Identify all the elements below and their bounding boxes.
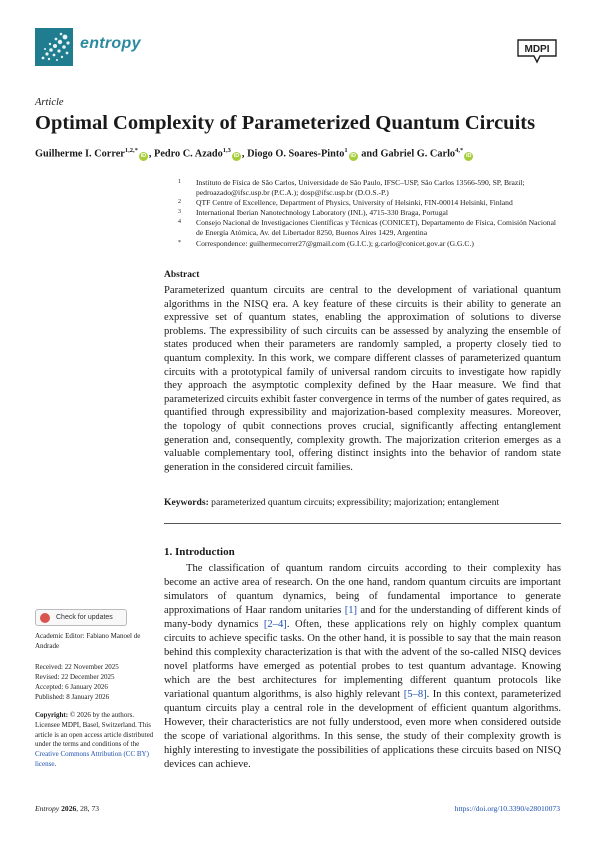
affiliation-number: * xyxy=(178,239,181,246)
paper-title: Optimal Complexity of Parameterized Quantum Circuits xyxy=(35,112,536,134)
article-type: Article xyxy=(35,97,64,108)
author-name: Gabriel G. Carlo xyxy=(380,148,456,160)
license-link[interactable]: Creative Commons Attribution (CC BY) license xyxy=(35,750,149,768)
author-separator: , xyxy=(148,148,155,160)
author-name: Diogo O. Soares-Pinto xyxy=(247,148,345,160)
footer-year: 2026 xyxy=(61,804,77,813)
footer-journal: Entropy xyxy=(35,804,60,813)
correspondence-text: Correspondence: guilhermecorrer27@gmail.com (G.I.C.); g.carlo@conicet.gov.ar (G.G.C.) xyxy=(196,238,474,248)
introduction-text xyxy=(164,562,561,772)
affiliation-number: 3 xyxy=(178,209,181,216)
author-name: Pedro C. Azado xyxy=(154,148,223,160)
copyright-notice xyxy=(35,711,160,770)
entropy-logo-icon xyxy=(35,28,73,66)
affiliation-text: Consejo Nacional de Investigaciones Científicas y Técnicas (CONICET), Departamento de Física, Comisión Nacional de Energía Atómica, Av. del Libertador 8250, Buenos Aires 1429, Argentina xyxy=(196,218,557,238)
orcid-icon[interactable]: iD xyxy=(350,153,356,160)
mdpi-logo-text: MDPI xyxy=(524,44,550,55)
keywords-text: parameterized quantum circuits; expressibility; majorization; entanglement xyxy=(211,497,500,508)
author-affil-sup: 4,* xyxy=(455,147,464,154)
citation-link[interactable]: [5–8] xyxy=(403,689,427,700)
copyright-label: Copyright: xyxy=(35,711,69,719)
mdpi-logo-icon xyxy=(514,38,560,64)
doi-link[interactable]: https://doi.org/10.3390/e28010073 xyxy=(454,804,560,813)
check-for-updates-button[interactable] xyxy=(35,609,127,626)
page-footer xyxy=(35,804,560,816)
intro-text-segment: . In this context, parameterized quantum circuits play a central role in the development of efficient quantum algorithms. However, their characteristics are not fully understood, even more when considered outside the scope of variational algorithms. In this sense, the study of their complexity growth is highly interesting to investigate the possibilities of applications these circuits based on NISQ devices can achieve. xyxy=(164,689,561,770)
affiliation-number: 4 xyxy=(178,219,181,226)
keywords xyxy=(164,497,561,509)
accepted-date: Accepted: 6 January 2026 xyxy=(35,683,108,691)
citation-link[interactable]: [2–4] xyxy=(263,619,287,630)
orcid-icon[interactable]: iD xyxy=(465,153,472,160)
affiliation-list xyxy=(178,178,563,249)
footer-volume: , 28, 73 xyxy=(76,804,100,813)
copyright-text: © 2026 by the authors. Licensee MDPI, Basel, Switzerland. This article is an open access article distributed under the terms and conditions of the xyxy=(35,711,154,749)
citation-info xyxy=(35,804,99,813)
affiliation-text: QTF Centre of Excellence, Department of Physics, University of Helsinki, FIN-00014 Helsinki, Finland xyxy=(196,198,513,208)
affiliation-number: 1 xyxy=(178,179,181,185)
intro-text-segment: The classification of quantum random circuits according to their complexity has become an active area of research. On the one hand, random quantum circuits are important simulators of quantum dynamics, being of fundamental importance to generate approximations of Haar random unitaries xyxy=(164,563,561,616)
orcid-icon[interactable]: iD xyxy=(233,153,240,160)
affiliation-item xyxy=(178,178,563,198)
received-date: Received: 22 November 2025 xyxy=(35,663,119,671)
author-affil-sup: 1,3 xyxy=(222,147,231,154)
published-date: Published: 8 January 2026 xyxy=(35,693,110,701)
page-header xyxy=(35,28,560,68)
intro-text-segment: and for the understanding of different kinds of many-body dynamics xyxy=(164,605,561,630)
author-list xyxy=(35,144,560,161)
abstract-text: Parameterized quantum circuits are central to the development of variational quantum algorithms in the NISQ era. A key feature of these circuits is their ability to generate an expressive set of quantum states, enabling the approximation of solutions to diverse problems. The expressibility of such circuits can be assessed by analyzing the ensemble of states produced when their parameters are randomly sampled, a property closely tied to quantum complexity. In this work, we compare different classes of parameterized quantum circuits with a prototypical family of universal random circuits to investigate how rapidly they approach the asymptotic complexity defined by the Haar measure. We find that parameterized circuits exhibit faster convergence in terms of the number of gates required, as quantified through expressibility and majorization-based complexity measures. Moreover, the topology of qubit connections proves crucial, significantly affecting entanglement generation and, consequently, complexity growth. The majorization criterion emerges as a valuable complementary tool, offering distinct insights into the behavior of random state generation in the considered circuit families. xyxy=(164,285,561,473)
affiliation-item xyxy=(178,208,563,218)
abstract-heading: Abstract xyxy=(164,270,200,280)
keywords-label: Keywords: xyxy=(164,497,209,508)
affiliation-text: International Iberian Nanotechnology Laboratory (INL), 4715-330 Braga, Portugal xyxy=(196,208,448,218)
intro-text-segment: . Often, these applications rely on highly complex quantum circuits to achieve specific tasks. On the other hand, it is possible to say that the main reason behind this complexity characterization is that with the advent of the so-called NISQ devices novel platforms have emerged as potential probes to test quantum advantage. Knowing which are the best architectures for implementing different quantum protocols like variational quantum algorithms, is also highly relevant xyxy=(164,619,562,700)
section-divider xyxy=(164,523,561,524)
check-updates-label: Check for updates xyxy=(56,613,113,621)
affiliation-item xyxy=(178,198,563,208)
author-separator: and xyxy=(358,148,381,160)
author-separator: , xyxy=(241,148,248,160)
license-end: . xyxy=(54,759,57,768)
affiliation-text: Instituto de Física de São Carlos, Universidade de São Paulo, IFSC–USP, São Carlos 13566-590, SP, Brazil; pedroazado@ifsc.usp.br (P.C.A.); dosp@ifsc.usp.br (D.O.S.-P.) xyxy=(196,178,525,198)
check-updates-icon xyxy=(40,613,50,623)
author-affil-sup: 1 xyxy=(344,147,348,154)
correspondence-item xyxy=(178,239,563,249)
affiliation-item xyxy=(178,218,563,238)
author-name: Guilherme I. Correr xyxy=(35,148,125,160)
academic-editor: Academic Editor: Fabiano Manoel de Andrade xyxy=(35,632,141,650)
journal-name: entropy xyxy=(80,35,141,52)
revised-date: Revised: 22 December 2025 xyxy=(35,673,115,681)
author-affil-sup: 1,2,* xyxy=(124,147,138,154)
section-heading: 1. Introduction xyxy=(164,546,235,558)
orcid-icon[interactable]: iD xyxy=(140,153,147,160)
affiliation-number: 2 xyxy=(178,199,181,206)
citation-link[interactable]: [1] xyxy=(344,605,358,616)
